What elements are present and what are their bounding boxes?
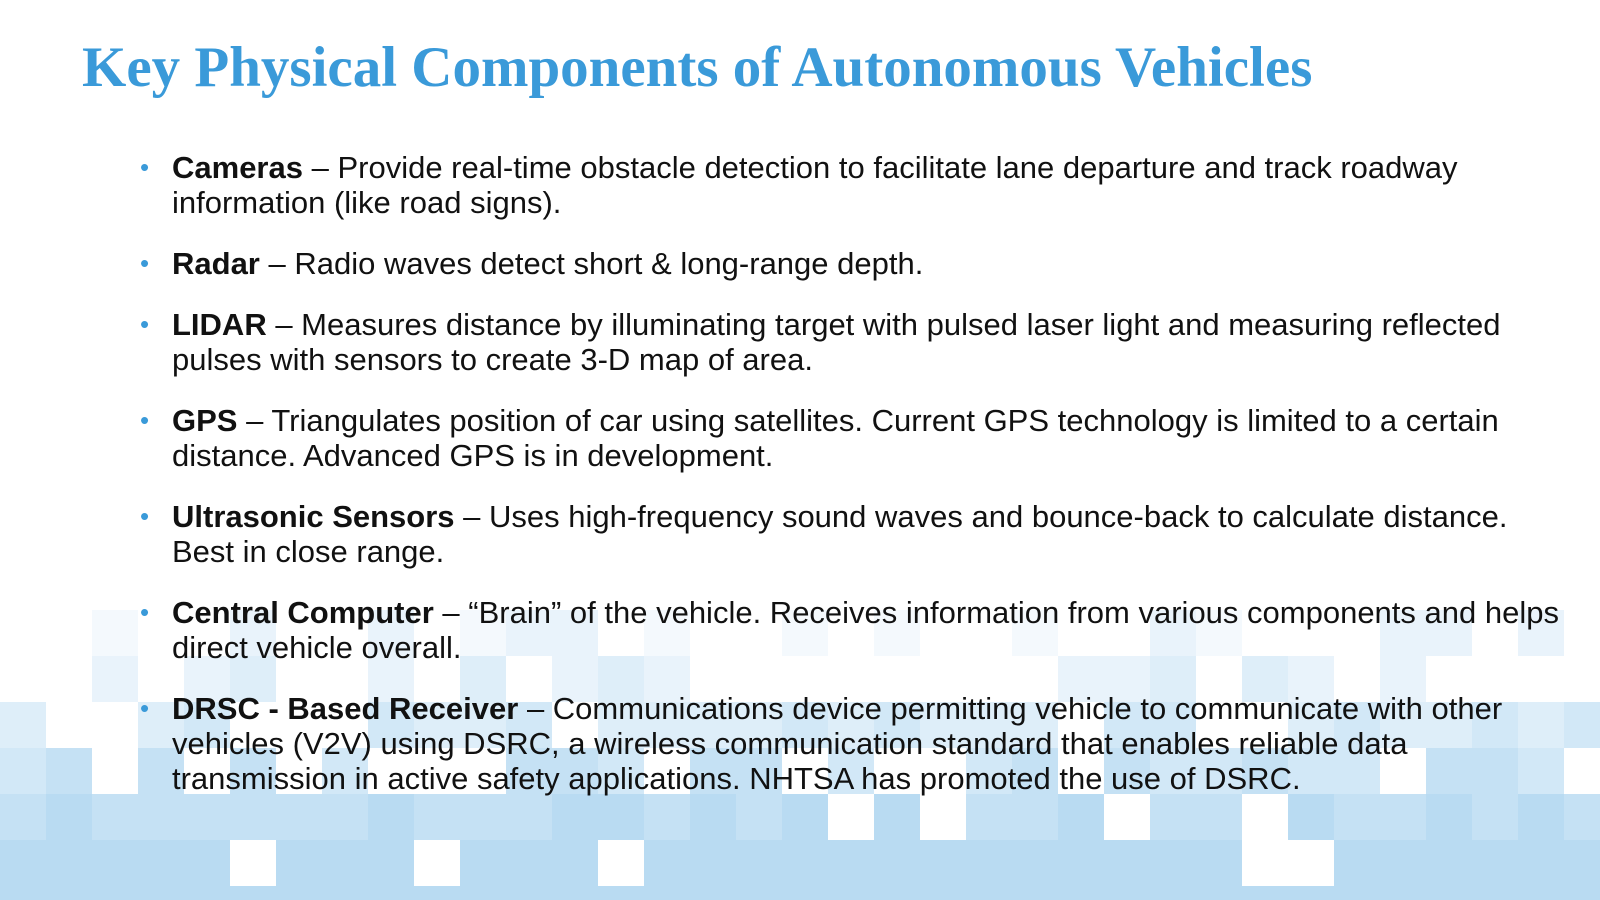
- bullet-description: – “Brain” of the vehicle. Receives information from various components and helps direct vehicle overall.: [172, 595, 1559, 665]
- mosaic-tile: [1012, 840, 1058, 886]
- mosaic-tile: [690, 886, 736, 900]
- mosaic-tile: [276, 840, 322, 886]
- mosaic-tile: [0, 748, 46, 794]
- mosaic-tile: [230, 886, 276, 900]
- mosaic-tile: [506, 840, 552, 886]
- mosaic-tile: [644, 840, 690, 886]
- mosaic-tile: [1426, 886, 1472, 900]
- bullet-item: [140, 307, 1560, 377]
- mosaic-tile: [736, 886, 782, 900]
- mosaic-tile: [506, 886, 552, 900]
- mosaic-tile: [1518, 840, 1564, 886]
- mosaic-tile: [46, 748, 92, 794]
- bullet-dot-icon: •: [140, 597, 150, 627]
- mosaic-tile: [322, 840, 368, 886]
- mosaic-tile: [92, 840, 138, 886]
- mosaic-tile: [1472, 840, 1518, 886]
- mosaic-tile: [92, 610, 138, 656]
- bullet-item: [140, 246, 1560, 281]
- mosaic-tile: [368, 840, 414, 886]
- mosaic-tile: [276, 886, 322, 900]
- mosaic-tile: [368, 886, 414, 900]
- mosaic-tile: [552, 840, 598, 886]
- bullet-description: – Radio waves detect short & long-range depth.: [259, 246, 924, 281]
- mosaic-tile: [1150, 886, 1196, 900]
- mosaic-tile: [92, 656, 138, 702]
- mosaic-tile: [1058, 886, 1104, 900]
- bullet-description: – Measures distance by illuminating target with pulsed laser light and measuring reflected pulses with sensors to create 3-D map of area.: [172, 307, 1501, 377]
- bullet-item: [140, 150, 1560, 220]
- mosaic-tile: [138, 840, 184, 886]
- mosaic-tile: [1058, 840, 1104, 886]
- bullet-item: [140, 499, 1560, 569]
- mosaic-tile: [690, 840, 736, 886]
- mosaic-tile: [920, 840, 966, 886]
- mosaic-tile: [1518, 886, 1564, 900]
- mosaic-tile: [966, 840, 1012, 886]
- mosaic-tile: [1196, 886, 1242, 900]
- bullet-description: – Provide real-time obstacle detection to facilitate lane departure and track roadway information (like road signs).: [172, 150, 1458, 220]
- mosaic-tile: [1426, 840, 1472, 886]
- mosaic-tile: [1334, 886, 1380, 900]
- mosaic-tile: [1472, 886, 1518, 900]
- mosaic-tile: [92, 886, 138, 900]
- mosaic-tile: [874, 886, 920, 900]
- bullet-description: – Communications device permitting vehicle to communicate with other vehicles (V2V) using DSRC, a wireless communication standard that enables reliable data transmission in active safety applications. NHTSA has promoted the use of DSRC.: [172, 691, 1503, 796]
- bullet-dot-icon: •: [140, 693, 150, 723]
- mosaic-tile: [966, 886, 1012, 900]
- bullet-term: LIDAR: [172, 307, 267, 342]
- mosaic-tile: [598, 886, 644, 900]
- mosaic-tile: [184, 840, 230, 886]
- bullet-description: – Triangulates position of car using satellites. Current GPS technology is limited to a certain distance. Advanced GPS is in development.: [172, 403, 1499, 473]
- bullet-dot-icon: •: [140, 405, 150, 435]
- mosaic-tile: [1288, 886, 1334, 900]
- bullet-item: [140, 595, 1560, 665]
- mosaic-tile: [0, 886, 46, 900]
- mosaic-tile: [1334, 840, 1380, 886]
- bullet-dot-icon: •: [140, 501, 150, 531]
- mosaic-tile: [460, 840, 506, 886]
- bullet-term: Cameras: [172, 150, 303, 185]
- bullet-term: Radar: [172, 246, 260, 281]
- mosaic-tile: [736, 840, 782, 886]
- mosaic-tile: [1564, 702, 1600, 748]
- mosaic-tile: [920, 886, 966, 900]
- mosaic-tile: [828, 840, 874, 886]
- bullet-item: [140, 691, 1560, 796]
- mosaic-tile: [1242, 886, 1288, 900]
- bullet-term: Ultrasonic Sensors: [172, 499, 455, 534]
- bullet-description: – Uses high-frequency sound waves and bounce-back to calculate distance. Best in close range.: [172, 499, 1508, 569]
- mosaic-tile: [782, 886, 828, 900]
- mosaic-tile: [0, 840, 46, 886]
- bullet-dot-icon: •: [140, 248, 150, 278]
- mosaic-tile: [46, 886, 92, 900]
- mosaic-tile: [1104, 886, 1150, 900]
- mosaic-tile: [782, 840, 828, 886]
- mosaic-tile: [1380, 886, 1426, 900]
- mosaic-tile: [1104, 840, 1150, 886]
- mosaic-tile: [1150, 840, 1196, 886]
- mosaic-tile: [1564, 794, 1600, 840]
- mosaic-tile: [828, 886, 874, 900]
- mosaic-tile: [138, 886, 184, 900]
- mosaic-tile: [1564, 886, 1600, 900]
- bullet-list: [140, 150, 1560, 822]
- mosaic-tile: [0, 702, 46, 748]
- mosaic-tile: [644, 886, 690, 900]
- mosaic-tile: [1196, 840, 1242, 886]
- mosaic-tile: [322, 886, 368, 900]
- mosaic-tile: [414, 886, 460, 900]
- bullet-dot-icon: •: [140, 152, 150, 182]
- mosaic-tile: [92, 794, 138, 840]
- bullet-term: Central Computer: [172, 595, 434, 630]
- mosaic-tile: [46, 840, 92, 886]
- slide-title: Key Physical Components of Autonomous Vehicles: [82, 36, 1313, 99]
- mosaic-tile: [1564, 840, 1600, 886]
- mosaic-tile: [460, 886, 506, 900]
- mosaic-tile: [1012, 886, 1058, 900]
- bullet-dot-icon: •: [140, 309, 150, 339]
- mosaic-tile: [0, 794, 46, 840]
- bullet-term: DRSC - Based Receiver: [172, 691, 519, 726]
- mosaic-tile: [46, 794, 92, 840]
- mosaic-tile: [1380, 840, 1426, 886]
- mosaic-tile: [874, 840, 920, 886]
- mosaic-tile: [184, 886, 230, 900]
- bullet-term: GPS: [172, 403, 238, 438]
- bullet-item: [140, 403, 1560, 473]
- mosaic-tile: [552, 886, 598, 900]
